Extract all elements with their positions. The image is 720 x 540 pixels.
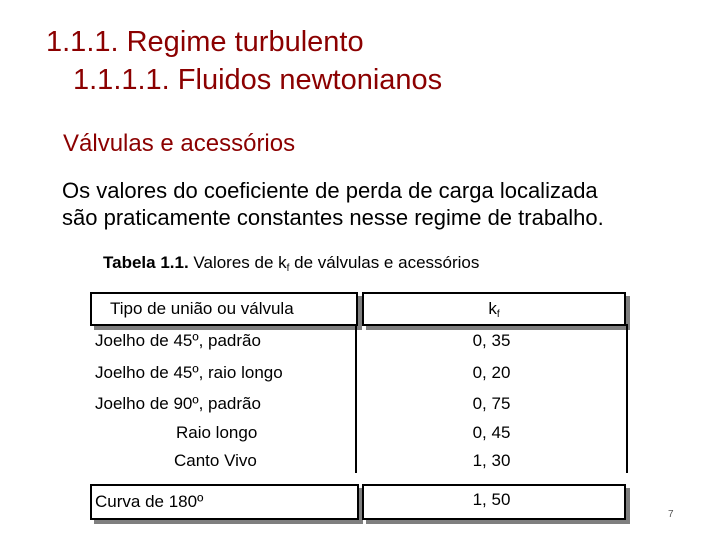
table-header-kf-label: k [488,299,497,318]
table-cell-type: Joelho de 45º, padrão [95,331,261,350]
table-cell-value: 0, 45 [472,423,511,442]
table-header-kf-subscript: f [496,309,500,320]
table-header-kf [362,292,626,326]
table-cell-type: Joelho de 90º, padrão [95,394,261,413]
subsection-heading: 1.1.1.1. Fluidos newtonianos [73,64,443,96]
slide-subtitle: Válvulas e acessórios [63,130,296,157]
table-divider-left [355,324,357,473]
table-cell-type: Raio longo [176,423,258,442]
caption-text-after: de válvulas e acessórios [289,253,480,272]
page-number: 7 [668,509,674,520]
table-cell-value: 1, 30 [472,451,511,470]
table-cell-value: 0, 35 [472,331,511,350]
table-cell-type: Joelho de 45º, raio longo [95,363,283,382]
intro-line-2: são praticamente constantes nesse regime de trabalho. [62,205,604,230]
table-cell-value: 1, 50 [472,490,511,509]
intro-line-1: Os valores do coeficiente de perda de carga localizada [62,178,598,203]
table-cell-type: Curva de 180º [95,492,204,511]
table-cell-value: 0, 75 [472,394,511,413]
table-header-type [90,292,358,326]
table-header-type-label: Tipo de união ou válvula [110,299,294,318]
caption-label: Tabela 1.1. [103,253,189,272]
table-caption [103,254,479,274]
table-divider-right [626,324,628,473]
caption-subscript: f [286,263,290,274]
intro-paragraph [62,177,604,231]
section-heading: 1.1.1. Regime turbulento [46,26,364,58]
caption-text-before: Valores de k [188,253,287,272]
table-cell-value: 0, 20 [472,363,511,382]
table-cell-type: Canto Vivo [174,451,257,470]
